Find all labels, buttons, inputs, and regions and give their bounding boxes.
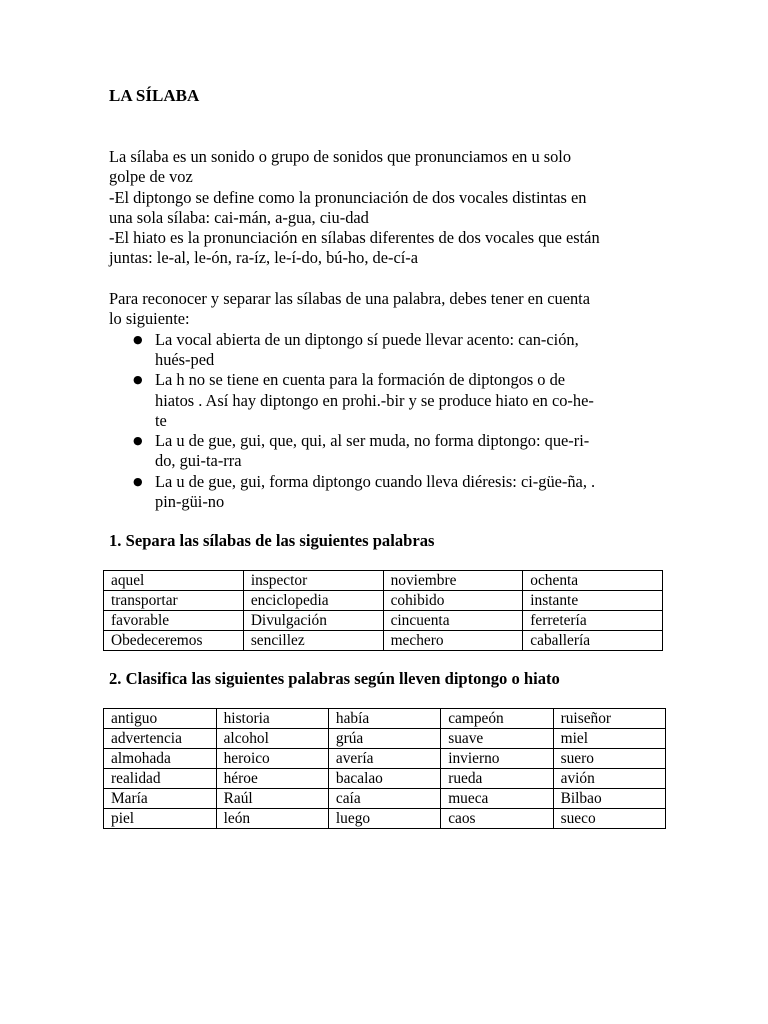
table-row: [104, 749, 666, 769]
table-cell: suave: [441, 729, 553, 749]
table-cell: advertencia: [104, 729, 217, 749]
table-cell: héroe: [216, 769, 328, 789]
table-cell: heroico: [216, 749, 328, 769]
exercise-1-table: [103, 570, 663, 651]
table-row: [104, 591, 663, 611]
rules-intro-line: lo siguiente:: [109, 309, 190, 329]
diptongo-examples: una sola sílaba: cai-mán, a-gua, ciu-dad: [109, 207, 369, 227]
table-cell: noviembre: [383, 571, 523, 591]
bullet-icon: ●: [133, 373, 143, 387]
table-cell: Raúl: [216, 789, 328, 809]
rule-line: hiatos . Así hay diptongo en prohi.-bir y se produce hiato en co-he-: [155, 390, 594, 410]
hiato-definition: -El hiato es la pronunciación en sílabas diferentes de dos vocales que están: [109, 228, 600, 248]
rule-item: [109, 330, 645, 371]
table-cell: Divulgación: [243, 611, 383, 631]
rule-item: [109, 431, 645, 472]
rules-list: [109, 330, 669, 513]
table-cell: transportar: [104, 591, 244, 611]
table-cell: caía: [328, 789, 440, 809]
table-row: [104, 571, 663, 591]
table-cell: suero: [553, 749, 665, 769]
table-cell: sencillez: [243, 631, 383, 651]
diptongo-definition: -El diptongo se define como la pronunciación de dos vocales distintas en: [109, 187, 587, 207]
table-cell: enciclopedia: [243, 591, 383, 611]
intro-line: La sílaba es un sonido o grupo de sonidos que pronunciamos en u solo: [109, 147, 572, 166]
intro-section: [109, 147, 669, 512]
rule-line: do, gui-ta-rra: [155, 451, 242, 471]
table-cell: luego: [328, 809, 440, 829]
table-cell: ferretería: [523, 611, 663, 631]
table-cell: antiguo: [104, 709, 217, 729]
table-cell: bacalao: [328, 769, 440, 789]
bullet-icon: ●: [133, 332, 143, 346]
table-cell: avión: [553, 769, 665, 789]
table-cell: caos: [441, 809, 553, 829]
rule-line: hués-ped: [155, 349, 215, 369]
rule-item: [109, 370, 645, 431]
spacer: [109, 269, 669, 289]
rule-line: La h no se tiene en cuenta para la formación de diptongos o de: [155, 370, 566, 390]
table-cell: historia: [216, 709, 328, 729]
table-cell: Bilbao: [553, 789, 665, 809]
table-row: [104, 729, 666, 749]
table-cell: ruiseñor: [553, 709, 665, 729]
table-cell: sueco: [553, 809, 665, 829]
table-row: [104, 611, 663, 631]
rules-intro-line: Para reconocer y separar las sílabas de una palabra, debes tener en cuenta: [109, 289, 591, 309]
table-cell: cincuenta: [383, 611, 523, 631]
table-cell: María: [104, 789, 217, 809]
bullet-icon: ●: [133, 474, 143, 488]
rule-line: La u de gue, gui, forma diptongo cuando lleva diéresis: ci-güe-ña, .: [155, 471, 596, 491]
rule-line: te: [155, 410, 167, 430]
table-cell: había: [328, 709, 440, 729]
exercise-2-heading: 2. Clasifica las siguientes palabras según lleven diptongo o hiato: [109, 669, 560, 688]
table-cell: cohibido: [383, 591, 523, 611]
hiato-examples: juntas: le-al, le-ón, ra-íz, le-í-do, bú-ho, de-cí-a: [109, 248, 419, 268]
table-cell: león: [216, 809, 328, 829]
table-row: [104, 789, 666, 809]
table-cell: inspector: [243, 571, 383, 591]
table-cell: avería: [328, 749, 440, 769]
table-cell: ochenta: [523, 571, 663, 591]
table-cell: invierno: [441, 749, 553, 769]
table-cell: mechero: [383, 631, 523, 651]
table-row: [104, 631, 663, 651]
table-cell: grúa: [328, 729, 440, 749]
table-cell: favorable: [104, 611, 244, 631]
table-cell: alcohol: [216, 729, 328, 749]
rule-line: pin-güi-no: [155, 492, 225, 512]
table-cell: miel: [553, 729, 665, 749]
table-cell: aquel: [104, 571, 244, 591]
intro-line: golpe de voz: [109, 167, 193, 187]
exercise-1-heading: 1. Separa las sílabas de las siguientes palabras: [109, 531, 435, 550]
table-row: [104, 709, 666, 729]
rule-item: [109, 472, 645, 513]
bullet-icon: ●: [133, 434, 143, 448]
table-cell: rueda: [441, 769, 553, 789]
page-title: LA SÍLABA: [109, 86, 200, 105]
rule-line: La vocal abierta de un diptongo sí puede llevar acento: can-ción,: [155, 329, 579, 349]
table-row: [104, 769, 666, 789]
rule-line: La u de gue, gui, que, qui, al ser muda, no forma diptongo: que-ri-: [155, 431, 590, 451]
table-cell: realidad: [104, 769, 217, 789]
table-cell: caballería: [523, 631, 663, 651]
table-cell: almohada: [104, 749, 217, 769]
table-cell: mueca: [441, 789, 553, 809]
table-cell: Obedeceremos: [104, 631, 244, 651]
table-cell: piel: [104, 809, 217, 829]
table-cell: campeón: [441, 709, 553, 729]
table-cell: instante: [523, 591, 663, 611]
exercise-2-table: [103, 708, 666, 829]
table-row: [104, 809, 666, 829]
